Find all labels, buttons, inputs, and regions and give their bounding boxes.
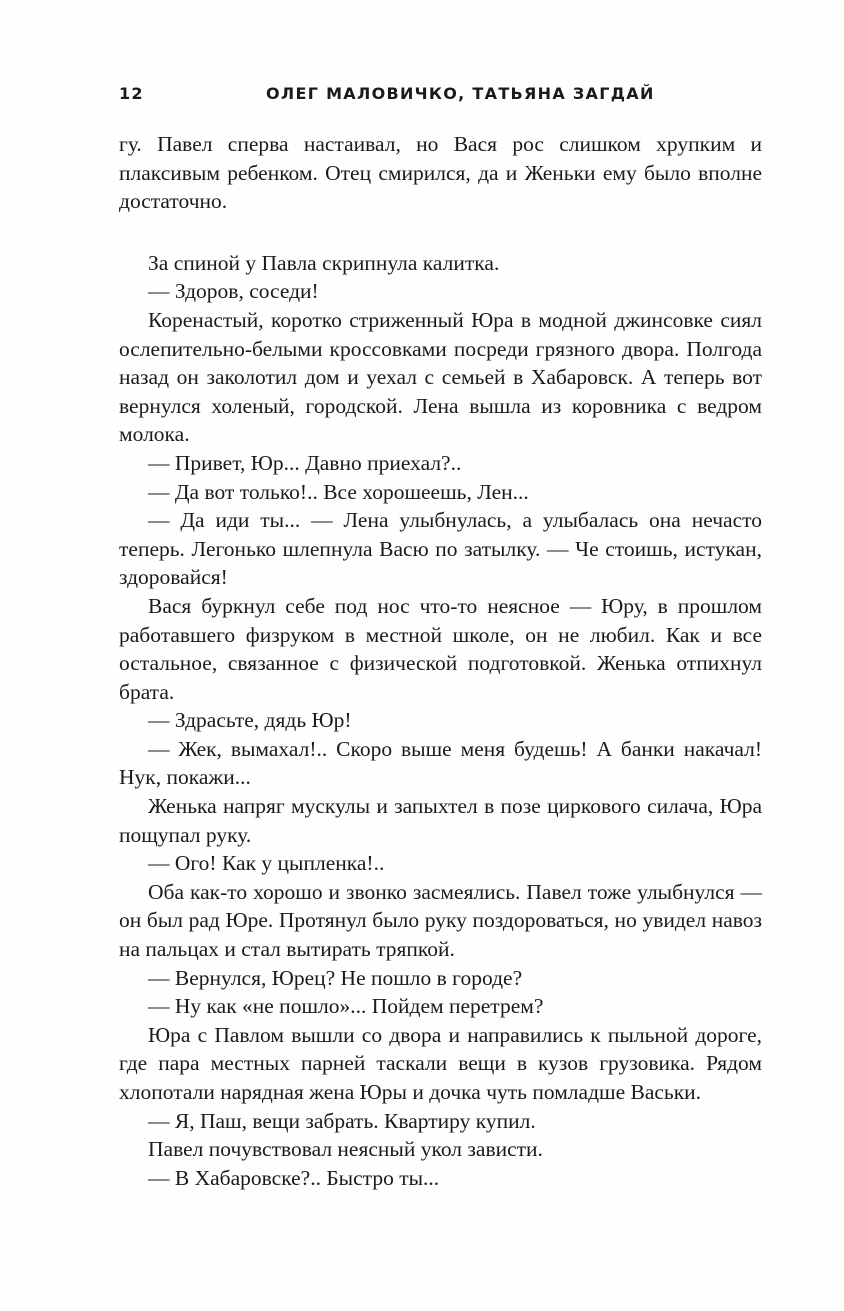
paragraph: Коренастый, коротко стриженный Юра в модной джинсовке сиял ослепительно-белыми кроссовками посреди грязного двора. Полгода назад он заколотил дом и уехал с семьей в Хабаровск. А теперь вот вернулся холеный, городской. Лена вышла из коровника с ведром молока. bbox=[119, 307, 762, 447]
paragraph: гу. Павел сперва настаивал, но Вася рос слишком хрупким и плаксивым ребенком. Отец смирился, да и Женьки ему было вполне достаточно. bbox=[119, 132, 762, 214]
running-head bbox=[119, 84, 739, 106]
dialogue-line: — Да иди ты... — Лена улыбнулась, а улыбалась она нечасто теперь. Легонько шлепнула Васю по затылку. — Че стоишь, истукан, здоровайся! bbox=[119, 508, 762, 590]
paragraph: Вася буркнул себе под нос что-то неясное — Юру, в прошлом работавшего физруком в местной школе, он не любил. Как и все остальное, связанное с физической подготовкой. Женька отпихнул брата. bbox=[119, 593, 762, 704]
book-title-authors: ОЛЕГ МАЛОВИЧКО, ТАТЬЯНА ЗАГДАЙ bbox=[266, 84, 655, 103]
dialogue-line: — Жек, вымахал!.. Скоро выше меня будешь! А банки накачал! Нук, покажи... bbox=[119, 736, 762, 790]
dialogue-line: — Вернулся, Юрец? Не пошло в городе? bbox=[148, 965, 523, 990]
section-break bbox=[119, 216, 762, 249]
dialogue-line: — В Хабаровске?.. Быстро ты... bbox=[148, 1165, 440, 1190]
body-text bbox=[119, 130, 762, 1192]
dialogue-line: — Здрасьте, дядь Юр! bbox=[148, 708, 352, 733]
paragraph: Женька напряг мускулы и запыхтел в позе циркового силача, Юра пощупал руку. bbox=[119, 794, 762, 847]
dialogue-line: — Ого! Как у цыпленка!.. bbox=[148, 851, 385, 876]
dialogue-line: — Ну как «не пошло»... Пойдем перетрем? bbox=[148, 994, 544, 1019]
dialogue-line: — Да вот только!.. Все хорошеешь, Лен... bbox=[148, 479, 529, 504]
dialogue-line: — Привет, Юр... Давно приехал?.. bbox=[148, 450, 462, 475]
dialogue-line: — Здоров, соседи! bbox=[148, 279, 319, 304]
paragraph: Павел почувствовал неясный укол зависти. bbox=[148, 1137, 543, 1162]
paragraph: Юра с Павлом вышли со двора и направились к пыльной дороге, где пара местных парней таскали вещи в кузов грузовика. Рядом хлопотали нарядная жена Юры и дочка чуть помладше Васьки. bbox=[119, 1022, 762, 1104]
dialogue-line: — Я, Паш, вещи забрать. Квартиру купил. bbox=[148, 1108, 536, 1133]
page-number: 12 bbox=[119, 84, 144, 103]
paragraph: За спиной у Павла скрипнула калитка. bbox=[148, 250, 500, 275]
paragraph: Оба как-то хорошо и звонко засмеялись. Павел тоже улыбнулся — он был рад Юре. Протянул было руку поздороваться, но увидел навоз на пальцах и стал вытирать тряпкой. bbox=[119, 879, 762, 962]
